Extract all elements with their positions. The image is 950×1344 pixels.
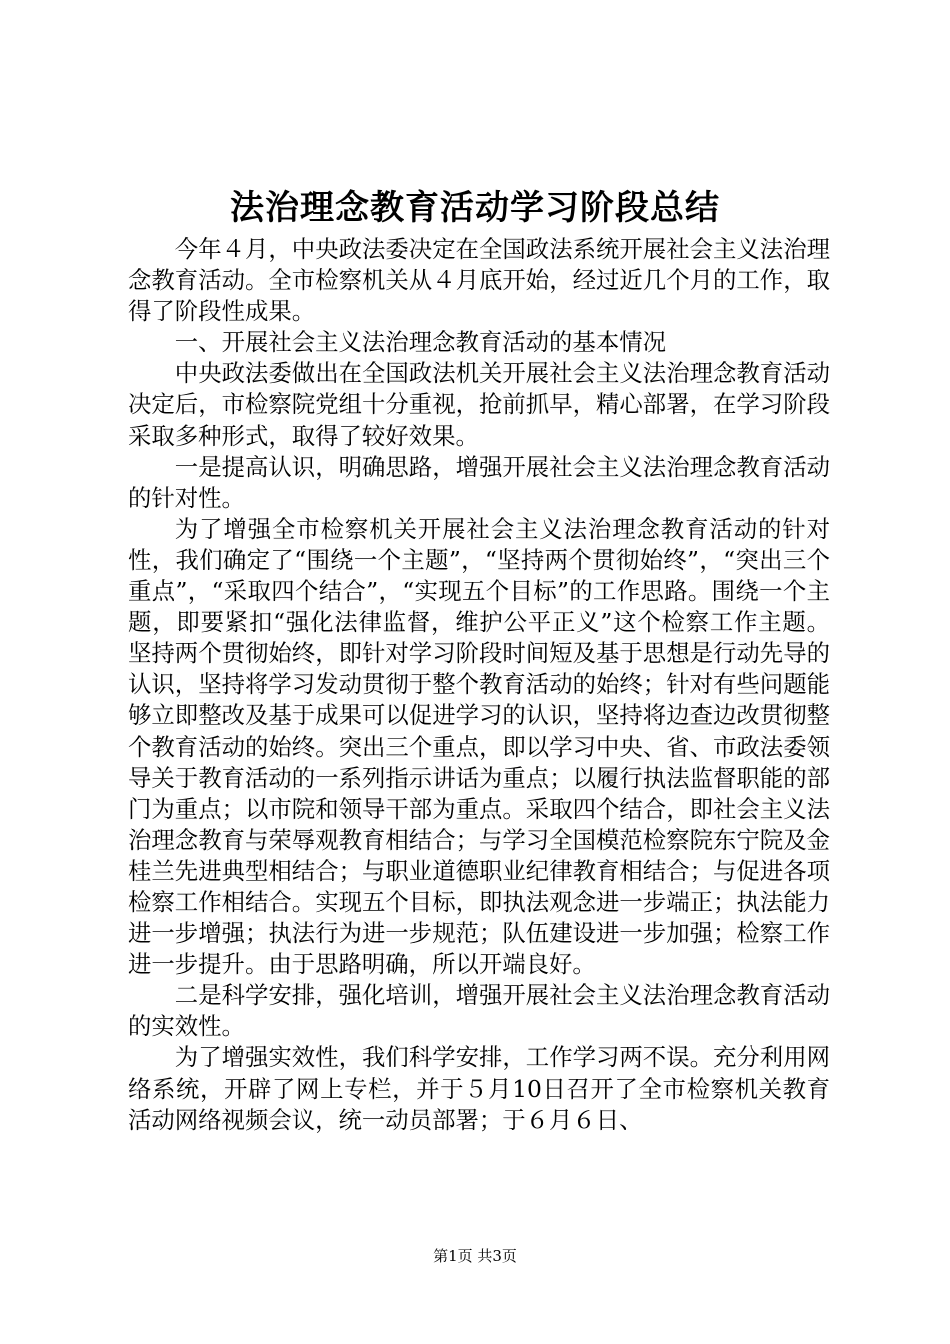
subheading-1: 一是提高认识，明确思路，增强开展社会主义法治理念教育活动的针对性。 (128, 452, 830, 512)
document-title: 法治理念教育活动学习阶段总结 (230, 188, 720, 228)
paragraph-overview: 中央政法委做出在全国政法机关开展社会主义法治理念教育活动决定后，市检察院党组十分重视，抢前抓早，精心部署，在学习阶段采取多种形式，取得了较好效果。 (128, 359, 830, 450)
section-heading-1: 一、开展社会主义法治理念教育活动的基本情况 (174, 328, 666, 357)
page-footer: 第1页 共3页 (433, 1247, 517, 1265)
paragraph-training: 为了增强实效性，我们科学安排，工作学习两不误。充分利用网络系统，开辟了网上专栏，并于５月10日召开了全市检察机关教育活动网络视频会议，统一动员部署；于６月６日、 (128, 1043, 830, 1134)
document-body (128, 234, 830, 1136)
paragraph-intro: 今年４月，中央政法委决定在全国政法系统开展社会主义法治理念教育活动。全市检察机关从４月底开始，经过近几个月的工作，取得了阶段性成果。 (128, 235, 830, 326)
subheading-2: 二是科学安排，强化培训，增强开展社会主义法治理念教育活动的实效性。 (128, 981, 830, 1041)
paragraph-approach: 为了增强全市检察机关开展社会主义法治理念教育活动的针对性，我们确定了“围绕一个主题”，“坚持两个贯彻始终”，“突出三个重点”，“采取四个结合”，“实现五个目标”的工作思路。围绕一个主题，即要紧扣“强化法律监督，维护公平正义”这个检察工作主题。坚持两个贯彻始终，即针对学习阶段时间短及基于思想是行动先导的认识，坚持将学习发动贯彻于整个教育活动的始终；针对有些问题能够立即整改及基于成果可以促进学习的认识，坚持将边查边改贯彻整个教育活动的始终。突出三个重点，即以学习中央、省、市政法委领导关于教育活动的一系列指示讲话为重点；以履行执法监督职能的部门为重点；以市院和领导干部为重点。采取四个结合，即社会主义法治理念教育与荣辱观教育相结合；与学习全国模范检察院东宁院及金桂兰先进典型相结合；与职业道德职业纪律教育相结合；与促进各项检察工作相结合。实现五个目标，即执法观念进一步端正；执法能力进一步增强；执法行为进一步规范；队伍建设进一步加强；检察工作进一步提升。由于思路明确，所以开端良好。 (128, 514, 830, 979)
